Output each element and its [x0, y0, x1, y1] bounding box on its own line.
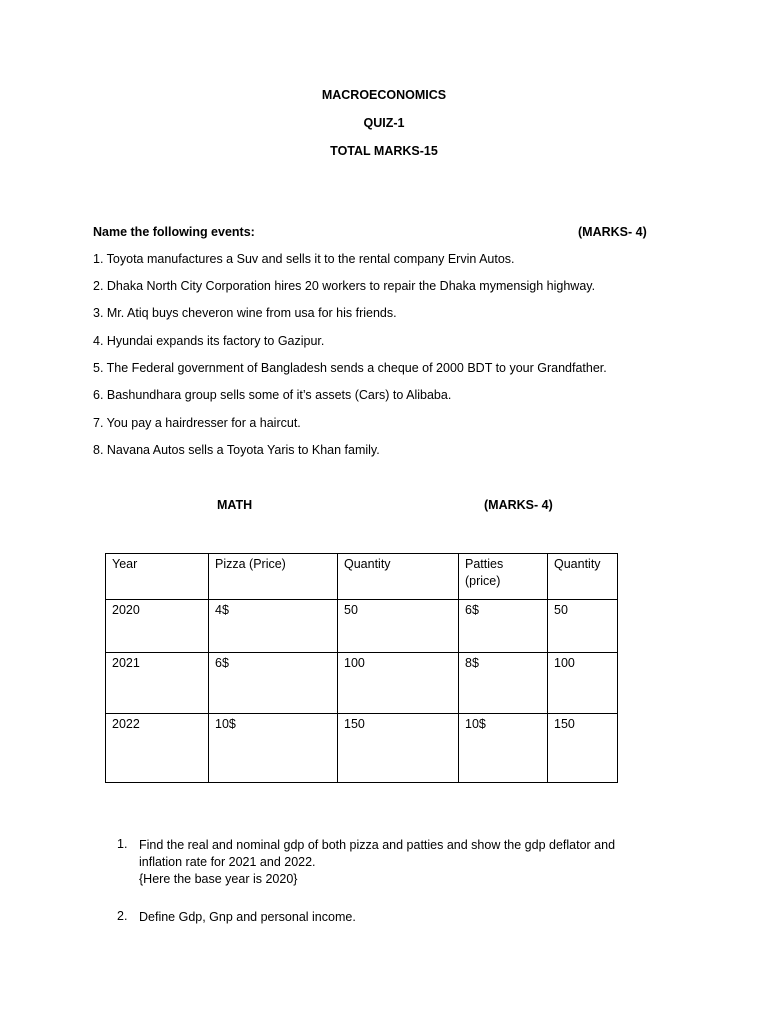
table-cell: 6$ [459, 600, 548, 653]
math-marks: (MARKS- 4) [484, 498, 553, 512]
table-header-cell: Pizza (Price) [209, 554, 338, 600]
event-item: 5. The Federal government of Bangladesh sends a cheque of 2000 BDT to your Grandfather. [93, 361, 607, 375]
question-note: {Here the base year is 2020} [139, 872, 298, 886]
table-header-cell: Year [106, 554, 209, 600]
table-cell: 50 [548, 600, 618, 653]
event-item: 2. Dhaka North City Corporation hires 20 workers to repair the Dhaka mymensigh highway. [93, 279, 596, 293]
table-cell: 100 [338, 653, 459, 714]
events-heading: Name the following events: [93, 225, 255, 239]
question-number: 2. [117, 909, 128, 923]
table-cell: 10$ [209, 714, 338, 783]
question-line: Define Gdp, Gnp and personal income. [139, 910, 356, 924]
table-header-cell: Quantity [548, 554, 618, 600]
event-item: 8. Navana Autos sells a Toyota Yaris to Khan family. [93, 443, 380, 457]
event-item: 1. Toyota manufactures a Suv and sells it to the rental company Ervin Autos. [93, 252, 515, 266]
price-quantity-table [105, 553, 618, 783]
table-cell: 10$ [459, 714, 548, 783]
table-cell: 2022 [106, 714, 209, 783]
table-cell: 2021 [106, 653, 209, 714]
question-line: Find the real and nominal gdp of both pizza and patties and show the gdp deflator and inflation rate for 2021 and 2022. [139, 838, 616, 869]
quiz-title: QUIZ-1 [363, 116, 405, 130]
question-text [139, 837, 649, 888]
table-cell: 50 [338, 600, 459, 653]
table-cell: 8$ [459, 653, 548, 714]
table-cell: 150 [338, 714, 459, 783]
table-cell: 2020 [106, 600, 209, 653]
event-item: 4. Hyundai expands its factory to Gazipur. [93, 334, 325, 348]
total-marks: TOTAL MARKS-15 [330, 144, 438, 158]
table-cell: 6$ [209, 653, 338, 714]
table-header-row [106, 554, 618, 600]
table-cell: 100 [548, 653, 618, 714]
subject-title: MACROECONOMICS [321, 88, 447, 102]
math-heading: MATH [217, 498, 253, 512]
question-number: 1. [117, 837, 128, 851]
table-row [106, 653, 618, 714]
table-row [106, 714, 618, 783]
table-header-cell: Patties (price) [459, 554, 548, 600]
event-item: 3. Mr. Atiq buys cheveron wine from usa for his friends. [93, 306, 397, 320]
table-cell: 150 [548, 714, 618, 783]
event-item: 6. Bashundhara group sells some of it’s assets (Cars) to Alibaba. [93, 388, 452, 402]
question-text [139, 909, 649, 926]
table-cell: 4$ [209, 600, 338, 653]
table-row [106, 600, 618, 653]
events-marks: (MARKS- 4) [578, 225, 647, 239]
table-header-cell: Quantity [338, 554, 459, 600]
event-item: 7. You pay a hairdresser for a haircut. [93, 416, 301, 430]
